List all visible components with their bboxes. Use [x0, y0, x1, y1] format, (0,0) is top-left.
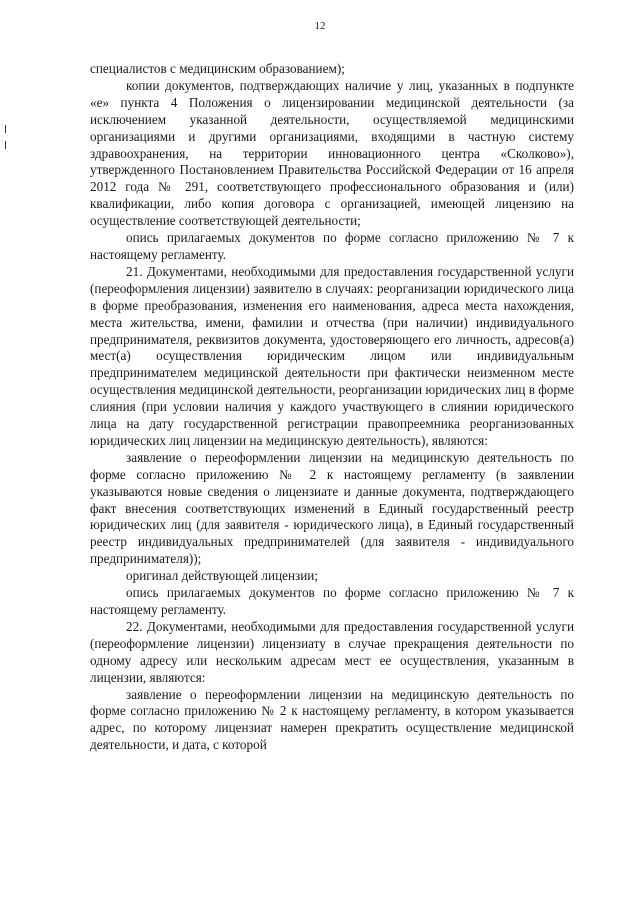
paragraph: специалистов с медицинским образованием);: [90, 61, 345, 76]
page-number: 12: [314, 20, 326, 32]
paragraph: оригинал действующей лицензии;: [126, 568, 319, 584]
paragraph: 22. Документами, необходимыми для предоставления государственной услуги (переоформление лицензии) лицензиату в случае прекращения деятельности по одному адресу или нескольким адресам мест ее осуществления, указанным в лицензии, являются:: [90, 618, 574, 685]
body-text: [90, 61, 574, 754]
paragraph: заявление о переоформлении лицензии на медицинскую деятельность по форме согласно приложению № 2 к настоящему регламенту (в заявлении указываются новые сведения о лицензиате и данные документа, подтверждающего факт внесения соответствующих изменений в Единый государственный реестр юридических лиц (для заявителя - юридического лица), в Единый государственный реестр индивидуальных предпринимателей (для заявителя - индивидуального предпринимателя));: [90, 449, 574, 567]
paragraph: опись прилагаемых документов по форме согласно приложению № 7 к настоящему регламенту.: [90, 585, 574, 617]
paragraph: копии документов, подтверждающих наличие у лиц, указанных в подпункте «е» пункта 4 Положения о лицензировании медицинской деятельности (за исключением указанной деятельности, осуществляемой медицинскими организациями и другими организациями, входящими в частную систему здравоохранения, на территории инновационного центра «Сколково»), утвержденного Постановлением Правительства Российской Федерации от 16 апреля 2012 года № 291, соответствующего профессионального образования и (или) квалификации, либо копия договора с организацией, имеющей лицензию на осуществление соответствующей деятельности;: [90, 77, 574, 229]
paragraph: опись прилагаемых документов по форме согласно приложению № 7 к настоящему регламенту.: [90, 230, 574, 262]
paragraph: заявление о переоформлении лицензии на медицинскую деятельность по форме согласно приложению № 2 к настоящему регламенту, в котором указывается адрес, по которому лицензиат намерен прекратить осуществление медицинской деятельности, и дата, с которой: [90, 686, 574, 753]
paragraph: 21. Документами, необходимыми для предоставления государственной услуги (переоформления лицензии) заявителю в случаях: реорганизации юридического лица в форме преобразования, изменения его наименования, адреса места нахождения, места жительства, имени, фамилии и отчества (при наличии) индивидуального предпринимателя, реквизитов документа, удостоверяющего его личность, адресов(а) мест(а) осуществления юридическим лицом или индивидуальным предпринимателем медицинской деятельности при фактически неизменном месте осуществления медицинской деятельности, реорганизации юридических лиц в форме слияния (при условии наличия у каждого участвующего в слиянии юридического лица на дату государственной регистрации правопреемника реорганизованных юридических лиц лицензии на медицинскую деятельность), являются:: [90, 263, 574, 448]
margin-mark: [5, 141, 6, 149]
margin-mark: [5, 125, 6, 133]
